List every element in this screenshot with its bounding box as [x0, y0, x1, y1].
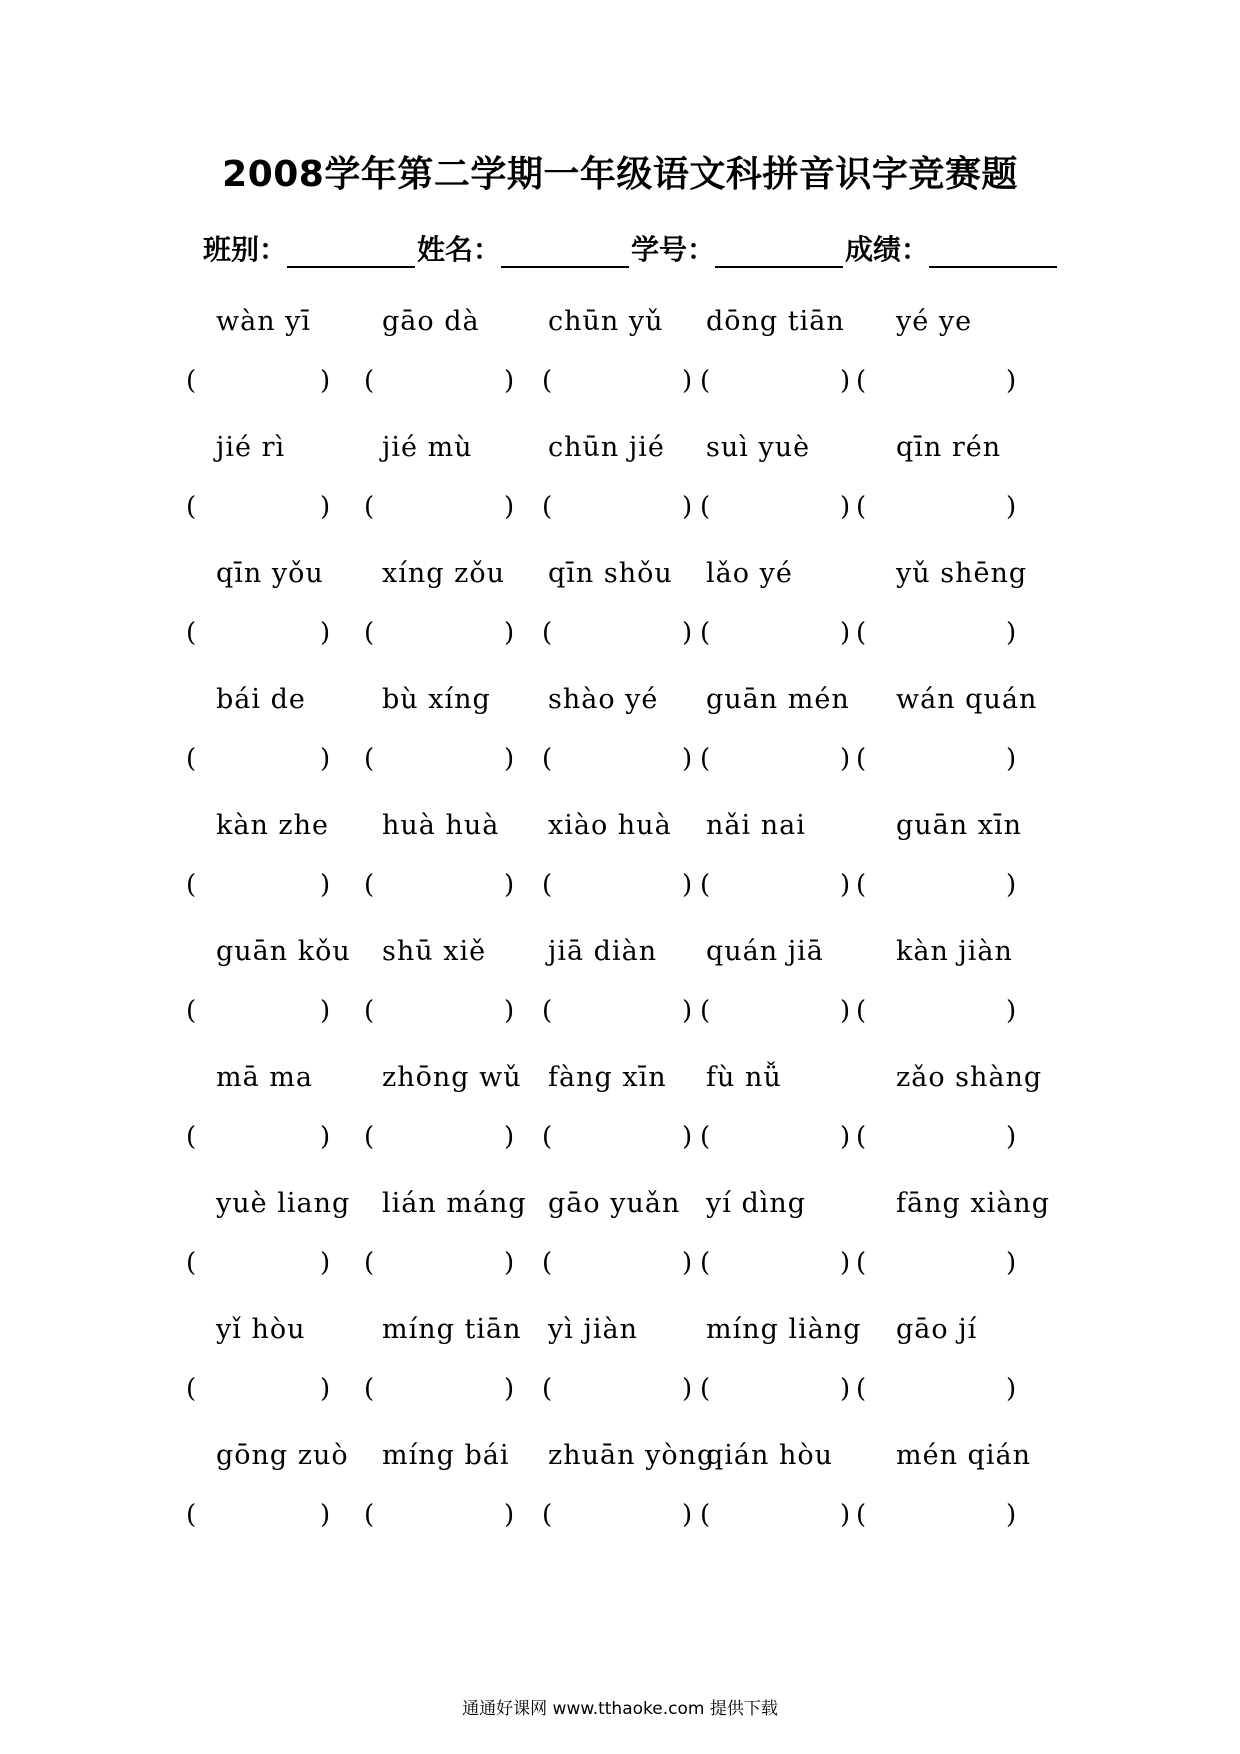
pinyin-line [186, 1440, 1066, 1480]
pinyin-line [186, 810, 1066, 850]
pinyin-word: yì jiàn [548, 1314, 638, 1345]
bracket-open: ( [542, 1500, 553, 1530]
pinyin-word: qīn shǒu [548, 558, 673, 589]
bracket-open: ( [700, 744, 711, 774]
exercise-row [186, 810, 1066, 938]
bracket-open: ( [856, 1248, 867, 1278]
class-blank[interactable] [287, 236, 415, 268]
bracket-close: ) [504, 1122, 515, 1152]
bracket-open: ( [542, 1248, 553, 1278]
pinyin-word: gōng zuò [216, 1440, 349, 1471]
bracket-open: ( [186, 1248, 197, 1278]
bracket-close: ) [682, 996, 693, 1026]
pinyin-word: fàng xīn [548, 1062, 667, 1093]
bracket-open: ( [856, 744, 867, 774]
bracket-close: ) [504, 1500, 515, 1530]
bracket-close: ) [1006, 1122, 1017, 1152]
name-label: 姓名： [417, 233, 502, 266]
footer-credit: 通通好课网 www.tthaoke.com 提供下载 [462, 1699, 778, 1719]
score-label: 成绩： [845, 233, 930, 266]
bracket-open: ( [364, 618, 375, 648]
pinyin-word: yǐ hòu [216, 1314, 306, 1345]
pinyin-word: shào yé [548, 684, 659, 715]
bracket-close: ) [1006, 996, 1017, 1026]
bracket-open: ( [856, 492, 867, 522]
bracket-close: ) [682, 870, 693, 900]
bracket-close: ) [682, 366, 693, 396]
exercise-row [186, 1062, 1066, 1190]
bracket-close: ) [320, 366, 331, 396]
bracket-close: ) [504, 870, 515, 900]
bracket-close: ) [504, 744, 515, 774]
pinyin-word: gāo yuǎn [548, 1188, 681, 1219]
answer-line [186, 366, 1066, 406]
bracket-close: ) [320, 1374, 331, 1404]
bracket-close: ) [504, 492, 515, 522]
answer-line [186, 1374, 1066, 1414]
bracket-close: ) [1006, 1248, 1017, 1278]
pinyin-word: shū xiě [382, 936, 487, 967]
bracket-close: ) [682, 1122, 693, 1152]
pinyin-word: mén qián [896, 1440, 1031, 1471]
bracket-close: ) [840, 1374, 851, 1404]
bracket-open: ( [186, 492, 197, 522]
bracket-close: ) [320, 1248, 331, 1278]
bracket-open: ( [542, 492, 553, 522]
bracket-close: ) [840, 618, 851, 648]
pinyin-word: bái de [216, 684, 306, 715]
exercise-row [186, 1188, 1066, 1316]
exercise-row [186, 684, 1066, 812]
bracket-close: ) [504, 1248, 515, 1278]
pinyin-word: guān kǒu [216, 936, 351, 967]
bracket-open: ( [364, 1122, 375, 1152]
pinyin-word: gāo jí [896, 1314, 978, 1345]
bracket-close: ) [1006, 618, 1017, 648]
pinyin-word: lián máng [382, 1188, 527, 1219]
bracket-open: ( [364, 366, 375, 396]
bracket-close: ) [840, 492, 851, 522]
bracket-close: ) [840, 1122, 851, 1152]
bracket-close: ) [320, 744, 331, 774]
answer-line [186, 744, 1066, 784]
bracket-open: ( [542, 996, 553, 1026]
bracket-open: ( [364, 1374, 375, 1404]
exercise-row [186, 558, 1066, 686]
pinyin-word: yé ye [896, 306, 973, 337]
bracket-open: ( [856, 618, 867, 648]
bracket-close: ) [682, 1248, 693, 1278]
bracket-open: ( [542, 1122, 553, 1152]
pinyin-word: jiā diàn [548, 936, 658, 967]
pinyin-word: dōng tiān [706, 306, 845, 337]
pinyin-word: yuè liang [216, 1188, 351, 1219]
pinyin-line [186, 432, 1066, 472]
pinyin-word: quán jiā [706, 936, 824, 967]
bracket-close: ) [682, 1500, 693, 1530]
pinyin-word: chūn yǔ [548, 306, 664, 337]
pinyin-word: yǔ shēng [896, 558, 1028, 589]
bracket-close: ) [1006, 744, 1017, 774]
pinyin-word: yí dìng [706, 1188, 807, 1219]
answer-line [186, 492, 1066, 532]
pinyin-word: guān mén [706, 684, 850, 715]
pinyin-line [186, 1062, 1066, 1102]
bracket-open: ( [856, 1500, 867, 1530]
pinyin-word: huà huà [382, 810, 500, 841]
bracket-open: ( [186, 996, 197, 1026]
bracket-close: ) [504, 1374, 515, 1404]
bracket-open: ( [542, 1374, 553, 1404]
pinyin-word: xiào huà [548, 810, 672, 841]
bracket-open: ( [186, 870, 197, 900]
exercise-row [186, 1314, 1066, 1442]
page-title: 2008学年第二学期一年级语文科拼音识字竞赛题 [222, 154, 1018, 195]
bracket-open: ( [542, 618, 553, 648]
bracket-open: ( [700, 870, 711, 900]
pinyin-line [186, 558, 1066, 598]
bracket-close: ) [840, 366, 851, 396]
bracket-close: ) [840, 1248, 851, 1278]
pinyin-word: zhuān yòng [548, 1440, 716, 1471]
bracket-open: ( [700, 1500, 711, 1530]
pinyin-word: kàn zhe [216, 810, 330, 841]
bracket-close: ) [320, 618, 331, 648]
pinyin-word: míng liàng [706, 1314, 862, 1345]
exercise-row [186, 306, 1066, 434]
exercise-row [186, 1440, 1066, 1568]
bracket-close: ) [320, 870, 331, 900]
bracket-open: ( [364, 870, 375, 900]
bracket-close: ) [840, 744, 851, 774]
bracket-close: ) [840, 1500, 851, 1530]
score-blank[interactable] [929, 236, 1057, 268]
bracket-close: ) [320, 996, 331, 1026]
answer-line [186, 870, 1066, 910]
pinyin-word: bù xíng [382, 684, 491, 715]
pinyin-word: gāo dà [382, 306, 480, 337]
pinyin-word: jié rì [216, 432, 286, 463]
pinyin-line [186, 1188, 1066, 1228]
bracket-open: ( [186, 618, 197, 648]
answer-line [186, 1122, 1066, 1162]
bracket-close: ) [1006, 492, 1017, 522]
bracket-open: ( [542, 744, 553, 774]
bracket-open: ( [856, 1374, 867, 1404]
exercise-row [186, 432, 1066, 560]
pinyin-word: wán quán [896, 684, 1038, 715]
bracket-close: ) [504, 996, 515, 1026]
pinyin-word: qīn rén [896, 432, 1002, 463]
bracket-close: ) [504, 618, 515, 648]
pinyin-word: qián hòu [706, 1440, 834, 1471]
bracket-open: ( [856, 870, 867, 900]
bracket-open: ( [186, 1374, 197, 1404]
bracket-close: ) [682, 1374, 693, 1404]
bracket-open: ( [700, 996, 711, 1026]
number-label: 学号： [631, 233, 716, 266]
pinyin-word: kàn jiàn [896, 936, 1013, 967]
pinyin-word: fāng xiàng [896, 1188, 1050, 1219]
name-blank[interactable] [501, 236, 629, 268]
bracket-close: ) [504, 366, 515, 396]
bracket-open: ( [542, 366, 553, 396]
bracket-close: ) [840, 870, 851, 900]
pinyin-line [186, 684, 1066, 724]
answer-line [186, 1248, 1066, 1288]
bracket-close: ) [682, 492, 693, 522]
bracket-open: ( [700, 1122, 711, 1152]
pinyin-word: guān xīn [896, 810, 1022, 841]
answer-line [186, 1500, 1066, 1540]
bracket-open: ( [856, 366, 867, 396]
bracket-open: ( [700, 366, 711, 396]
bracket-close: ) [1006, 366, 1017, 396]
bracket-open: ( [186, 1500, 197, 1530]
pinyin-word: míng tiān [382, 1314, 522, 1345]
pinyin-word: fù nǚ [706, 1062, 782, 1093]
bracket-close: ) [682, 618, 693, 648]
bracket-open: ( [856, 1122, 867, 1152]
pinyin-line [186, 936, 1066, 976]
student-info-line [203, 228, 1059, 268]
pinyin-word: nǎi nai [706, 810, 806, 841]
bracket-open: ( [364, 492, 375, 522]
bracket-open: ( [186, 366, 197, 396]
pinyin-word: zhōng wǔ [382, 1062, 522, 1093]
pinyin-word: suì yuè [706, 432, 811, 463]
class-label: 班别： [203, 233, 288, 266]
bracket-close: ) [320, 1122, 331, 1152]
pinyin-word: lǎo yé [706, 558, 793, 589]
bracket-open: ( [364, 996, 375, 1026]
bracket-open: ( [364, 744, 375, 774]
bracket-open: ( [700, 1374, 711, 1404]
bracket-open: ( [700, 492, 711, 522]
pinyin-word: xíng zǒu [382, 558, 505, 589]
bracket-open: ( [364, 1500, 375, 1530]
pinyin-word: mā ma [216, 1062, 313, 1093]
pinyin-word: wàn yī [216, 306, 312, 337]
bracket-open: ( [856, 996, 867, 1026]
bracket-close: ) [840, 996, 851, 1026]
pinyin-word: zǎo shàng [896, 1062, 1043, 1093]
bracket-close: ) [1006, 1500, 1017, 1530]
bracket-open: ( [700, 618, 711, 648]
bracket-close: ) [1006, 870, 1017, 900]
bracket-close: ) [320, 1500, 331, 1530]
answer-line [186, 996, 1066, 1036]
bracket-close: ) [320, 492, 331, 522]
pinyin-line [186, 306, 1066, 346]
bracket-open: ( [700, 1248, 711, 1278]
answer-line [186, 618, 1066, 658]
pinyin-word: míng bái [382, 1440, 510, 1471]
bracket-open: ( [542, 870, 553, 900]
bracket-open: ( [186, 1122, 197, 1152]
pinyin-word: qīn yǒu [216, 558, 324, 589]
number-blank[interactable] [715, 236, 843, 268]
bracket-close: ) [1006, 1374, 1017, 1404]
pinyin-line [186, 1314, 1066, 1354]
exercise-row [186, 936, 1066, 1064]
pinyin-word: jié mù [382, 432, 473, 463]
bracket-open: ( [186, 744, 197, 774]
pinyin-word: chūn jié [548, 432, 665, 463]
bracket-close: ) [682, 744, 693, 774]
bracket-open: ( [364, 1248, 375, 1278]
